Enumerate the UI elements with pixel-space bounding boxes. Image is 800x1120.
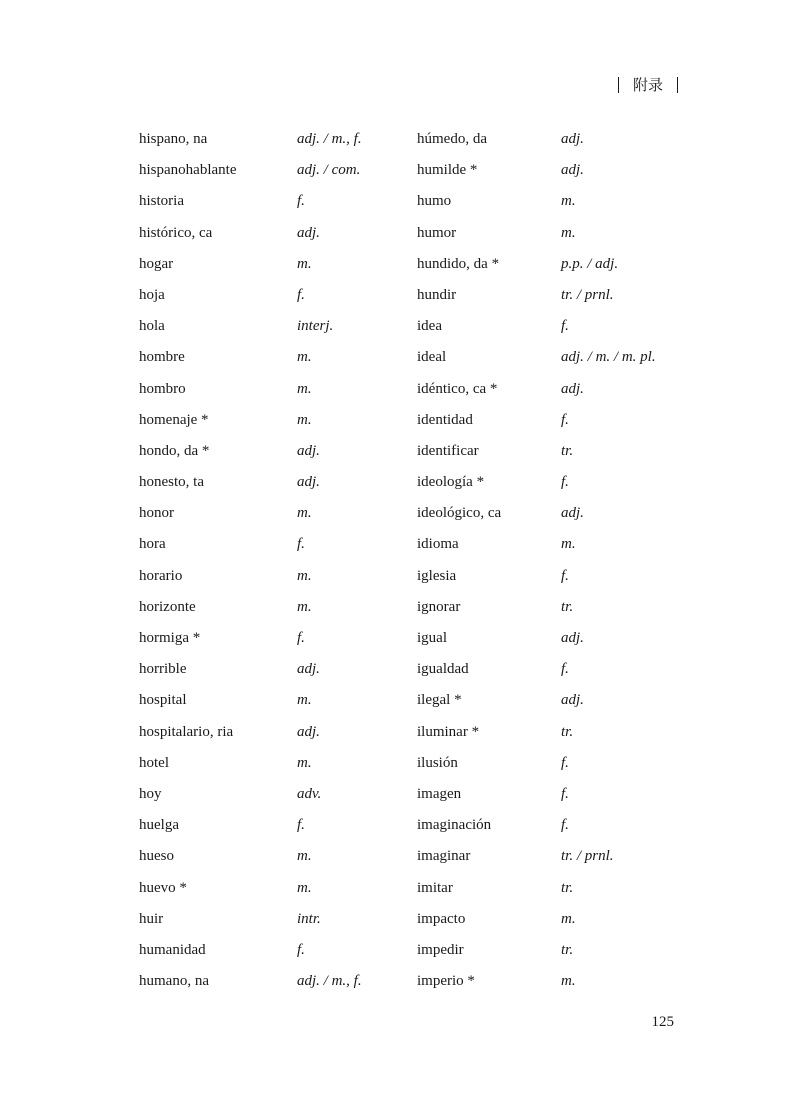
entry-part-of-speech: f. xyxy=(561,474,569,491)
glossary-entry xyxy=(417,155,656,186)
entry-word: ideológico, ca xyxy=(417,505,502,522)
entry-part-of-speech: p.p. / adj. xyxy=(561,255,619,272)
entry-word: hispanohablante xyxy=(139,162,237,179)
entry-part-of-speech: f. xyxy=(561,661,569,678)
entry-word: huevo * xyxy=(139,879,187,896)
entry-word: hispano, na xyxy=(139,131,208,147)
glossary-entry xyxy=(417,467,656,498)
glossary-entry xyxy=(139,124,362,155)
entry-part-of-speech: m. xyxy=(297,505,312,522)
entry-part-of-speech: adj. xyxy=(561,131,584,147)
entry-part-of-speech: tr. xyxy=(561,879,574,896)
entry-part-of-speech: f. xyxy=(561,411,569,428)
glossary-entry xyxy=(139,592,362,623)
entry-word: hormiga * xyxy=(139,630,201,646)
glossary-entry xyxy=(417,436,656,467)
glossary-entry xyxy=(417,124,656,155)
entry-part-of-speech: f. xyxy=(297,536,305,553)
entry-part-of-speech: m. xyxy=(561,973,576,990)
entry-word: humano, na xyxy=(139,973,209,990)
entry-part-of-speech: m. xyxy=(297,255,312,272)
entry-word: huir xyxy=(139,910,164,927)
entry-word: hueso xyxy=(139,848,174,865)
entry-word: hundido, da * xyxy=(417,255,500,272)
entry-part-of-speech: adj. xyxy=(297,474,320,491)
glossary-entry xyxy=(417,186,656,217)
entry-part-of-speech: m. xyxy=(297,692,312,709)
glossary-entry xyxy=(139,935,362,966)
entry-word: imaginar xyxy=(417,848,471,865)
glossary-entry xyxy=(139,498,362,529)
glossary-entry xyxy=(139,779,362,810)
entry-word: hospitalario, ria xyxy=(139,723,234,740)
glossary-entry xyxy=(139,904,362,935)
glossary-entry xyxy=(417,498,656,529)
glossary-entry xyxy=(139,311,362,342)
glossary-entry xyxy=(139,873,362,904)
entry-part-of-speech: f. xyxy=(561,817,569,834)
header-divider-right xyxy=(677,77,678,93)
entry-word: hospital xyxy=(139,692,187,709)
entry-part-of-speech: adj. xyxy=(297,224,320,241)
header-title: 附录 xyxy=(632,76,663,94)
entry-word: identidad xyxy=(417,411,473,428)
entry-word: hondo, da * xyxy=(139,442,210,459)
entry-word: humor xyxy=(417,224,457,241)
glossary-entry xyxy=(139,249,362,280)
glossary-entry xyxy=(139,623,362,654)
entry-word: horrible xyxy=(139,661,187,678)
entry-word: idea xyxy=(417,318,442,335)
entry-word: humo xyxy=(417,193,452,210)
entry-part-of-speech: f. xyxy=(297,286,305,303)
entry-part-of-speech: f. xyxy=(297,630,305,646)
glossary-entry xyxy=(139,342,362,373)
glossary-column-left xyxy=(139,124,362,997)
glossary-entry xyxy=(139,748,362,779)
entry-word: húmedo, da xyxy=(417,131,487,147)
glossary-entry xyxy=(417,592,656,623)
entry-word: homenaje * xyxy=(139,411,209,428)
entry-part-of-speech: tr. xyxy=(561,442,574,459)
entry-part-of-speech: f. xyxy=(561,785,569,802)
entry-word: horario xyxy=(139,567,183,584)
entry-part-of-speech: tr. xyxy=(561,941,574,958)
glossary-entry xyxy=(417,935,656,966)
glossary-entry xyxy=(139,218,362,249)
glossary-entry xyxy=(417,966,656,997)
glossary-entry xyxy=(139,529,362,560)
entry-part-of-speech: m. xyxy=(297,598,312,615)
glossary-entry xyxy=(417,810,656,841)
entry-word: hoja xyxy=(139,286,165,303)
entry-part-of-speech: m. xyxy=(561,910,576,927)
entry-word: idéntico, ca * xyxy=(417,380,498,397)
entry-part-of-speech: tr. / prnl. xyxy=(561,286,614,303)
entry-word: honor xyxy=(139,505,174,522)
glossary-entry xyxy=(417,311,656,342)
entry-word: ideología * xyxy=(417,474,485,491)
glossary-entry xyxy=(139,685,362,716)
entry-word: humanidad xyxy=(139,941,206,958)
entry-part-of-speech: m. xyxy=(297,349,312,366)
glossary-entry xyxy=(139,374,362,405)
entry-part-of-speech: adj. / m., f. xyxy=(297,131,362,147)
glossary-entry xyxy=(417,561,656,592)
entry-word: idioma xyxy=(417,536,459,553)
entry-part-of-speech: m. xyxy=(297,411,312,428)
glossary-entry xyxy=(417,873,656,904)
entry-part-of-speech: m. xyxy=(297,567,312,584)
entry-part-of-speech: m. xyxy=(297,754,312,771)
glossary-entry xyxy=(139,405,362,436)
glossary-entry xyxy=(417,685,656,716)
glossary-entry xyxy=(139,966,362,997)
glossary-entry xyxy=(139,561,362,592)
entry-word: identificar xyxy=(417,442,479,459)
glossary-entry xyxy=(417,654,656,685)
glossary-entry xyxy=(417,405,656,436)
page-number: 125 xyxy=(651,1014,674,1030)
glossary-entry xyxy=(417,280,656,311)
entry-part-of-speech: m. xyxy=(297,380,312,397)
glossary-entry xyxy=(139,155,362,186)
entry-part-of-speech: m. xyxy=(561,193,576,210)
entry-word: hotel xyxy=(139,754,169,771)
glossary-entry xyxy=(139,654,362,685)
glossary-entry xyxy=(417,748,656,779)
entry-part-of-speech: m. xyxy=(561,536,576,553)
entry-word: hundir xyxy=(417,286,457,303)
glossary-entry xyxy=(417,529,656,560)
glossary-entry xyxy=(417,218,656,249)
entry-part-of-speech: tr. xyxy=(561,723,574,740)
entry-part-of-speech: adj. xyxy=(297,442,320,459)
glossary-entry xyxy=(417,779,656,810)
entry-part-of-speech: tr. xyxy=(561,598,574,615)
glossary-entry xyxy=(139,717,362,748)
glossary-entry xyxy=(417,623,656,654)
entry-part-of-speech: f. xyxy=(297,817,305,834)
entry-word: humilde * xyxy=(417,162,478,179)
glossary-column-right xyxy=(417,124,656,997)
entry-part-of-speech: tr. / prnl. xyxy=(561,848,614,865)
glossary-entry xyxy=(139,436,362,467)
entry-word: iglesia xyxy=(417,567,457,584)
entry-word: ignorar xyxy=(417,598,461,615)
entry-word: ilusión xyxy=(417,754,458,771)
glossary-entry xyxy=(139,810,362,841)
entry-word: hoy xyxy=(139,785,162,802)
entry-part-of-speech: f. xyxy=(561,567,569,584)
glossary-entry xyxy=(139,280,362,311)
glossary-entry xyxy=(417,342,656,373)
glossary-entry xyxy=(417,717,656,748)
entry-part-of-speech: adj. / m. / m. pl. xyxy=(561,349,656,366)
entry-part-of-speech: intr. xyxy=(297,910,321,927)
glossary-entry xyxy=(417,904,656,935)
entry-word: hora xyxy=(139,536,166,553)
entry-word: ilegal * xyxy=(417,692,462,709)
entry-part-of-speech: f. xyxy=(561,754,569,771)
entry-word: honesto, ta xyxy=(139,474,204,491)
entry-part-of-speech: f. xyxy=(297,193,305,210)
entry-part-of-speech: adj. xyxy=(561,380,584,397)
entry-word: iluminar * xyxy=(417,723,480,740)
entry-word: horizonte xyxy=(139,598,196,615)
running-header xyxy=(618,74,678,95)
entry-word: ideal xyxy=(417,349,447,366)
entry-part-of-speech: f. xyxy=(561,318,569,335)
glossary-entry xyxy=(417,841,656,872)
entry-word: hombre xyxy=(139,349,185,366)
entry-word: huelga xyxy=(139,817,179,834)
entry-part-of-speech: adj. xyxy=(561,505,584,522)
entry-word: igualdad xyxy=(417,661,469,678)
entry-part-of-speech: adj. xyxy=(297,661,320,678)
glossary-entry xyxy=(139,186,362,217)
entry-word: imaginación xyxy=(417,817,492,834)
entry-word: imitar xyxy=(417,879,453,896)
entry-part-of-speech: adj. xyxy=(297,723,320,740)
entry-word: hola xyxy=(139,318,165,335)
header-divider-left xyxy=(618,77,619,93)
entry-word: imperio * xyxy=(417,973,475,990)
entry-part-of-speech: f. xyxy=(297,941,305,958)
entry-word: historia xyxy=(139,193,184,210)
entry-word: impedir xyxy=(417,941,464,958)
entry-part-of-speech: adv. xyxy=(297,785,322,802)
entry-part-of-speech: adj. xyxy=(561,630,584,646)
entry-part-of-speech: interj. xyxy=(297,318,334,335)
entry-word: impacto xyxy=(417,910,466,927)
entry-word: hombro xyxy=(139,380,186,397)
entry-part-of-speech: adj. / com. xyxy=(297,162,361,179)
entry-part-of-speech: m. xyxy=(297,879,312,896)
entry-word: imagen xyxy=(417,785,462,802)
entry-part-of-speech: m. xyxy=(561,224,576,241)
glossary-entry xyxy=(139,841,362,872)
entry-part-of-speech: adj. xyxy=(561,692,584,709)
entry-part-of-speech: m. xyxy=(297,848,312,865)
entry-part-of-speech: adj. xyxy=(561,162,584,179)
entry-word: igual xyxy=(417,630,447,646)
entry-part-of-speech: adj. / m., f. xyxy=(297,973,362,990)
glossary-entry xyxy=(417,374,656,405)
glossary-entry xyxy=(417,249,656,280)
entry-word: hogar xyxy=(139,255,174,272)
glossary-entry xyxy=(139,467,362,498)
entry-word: histórico, ca xyxy=(139,224,213,241)
